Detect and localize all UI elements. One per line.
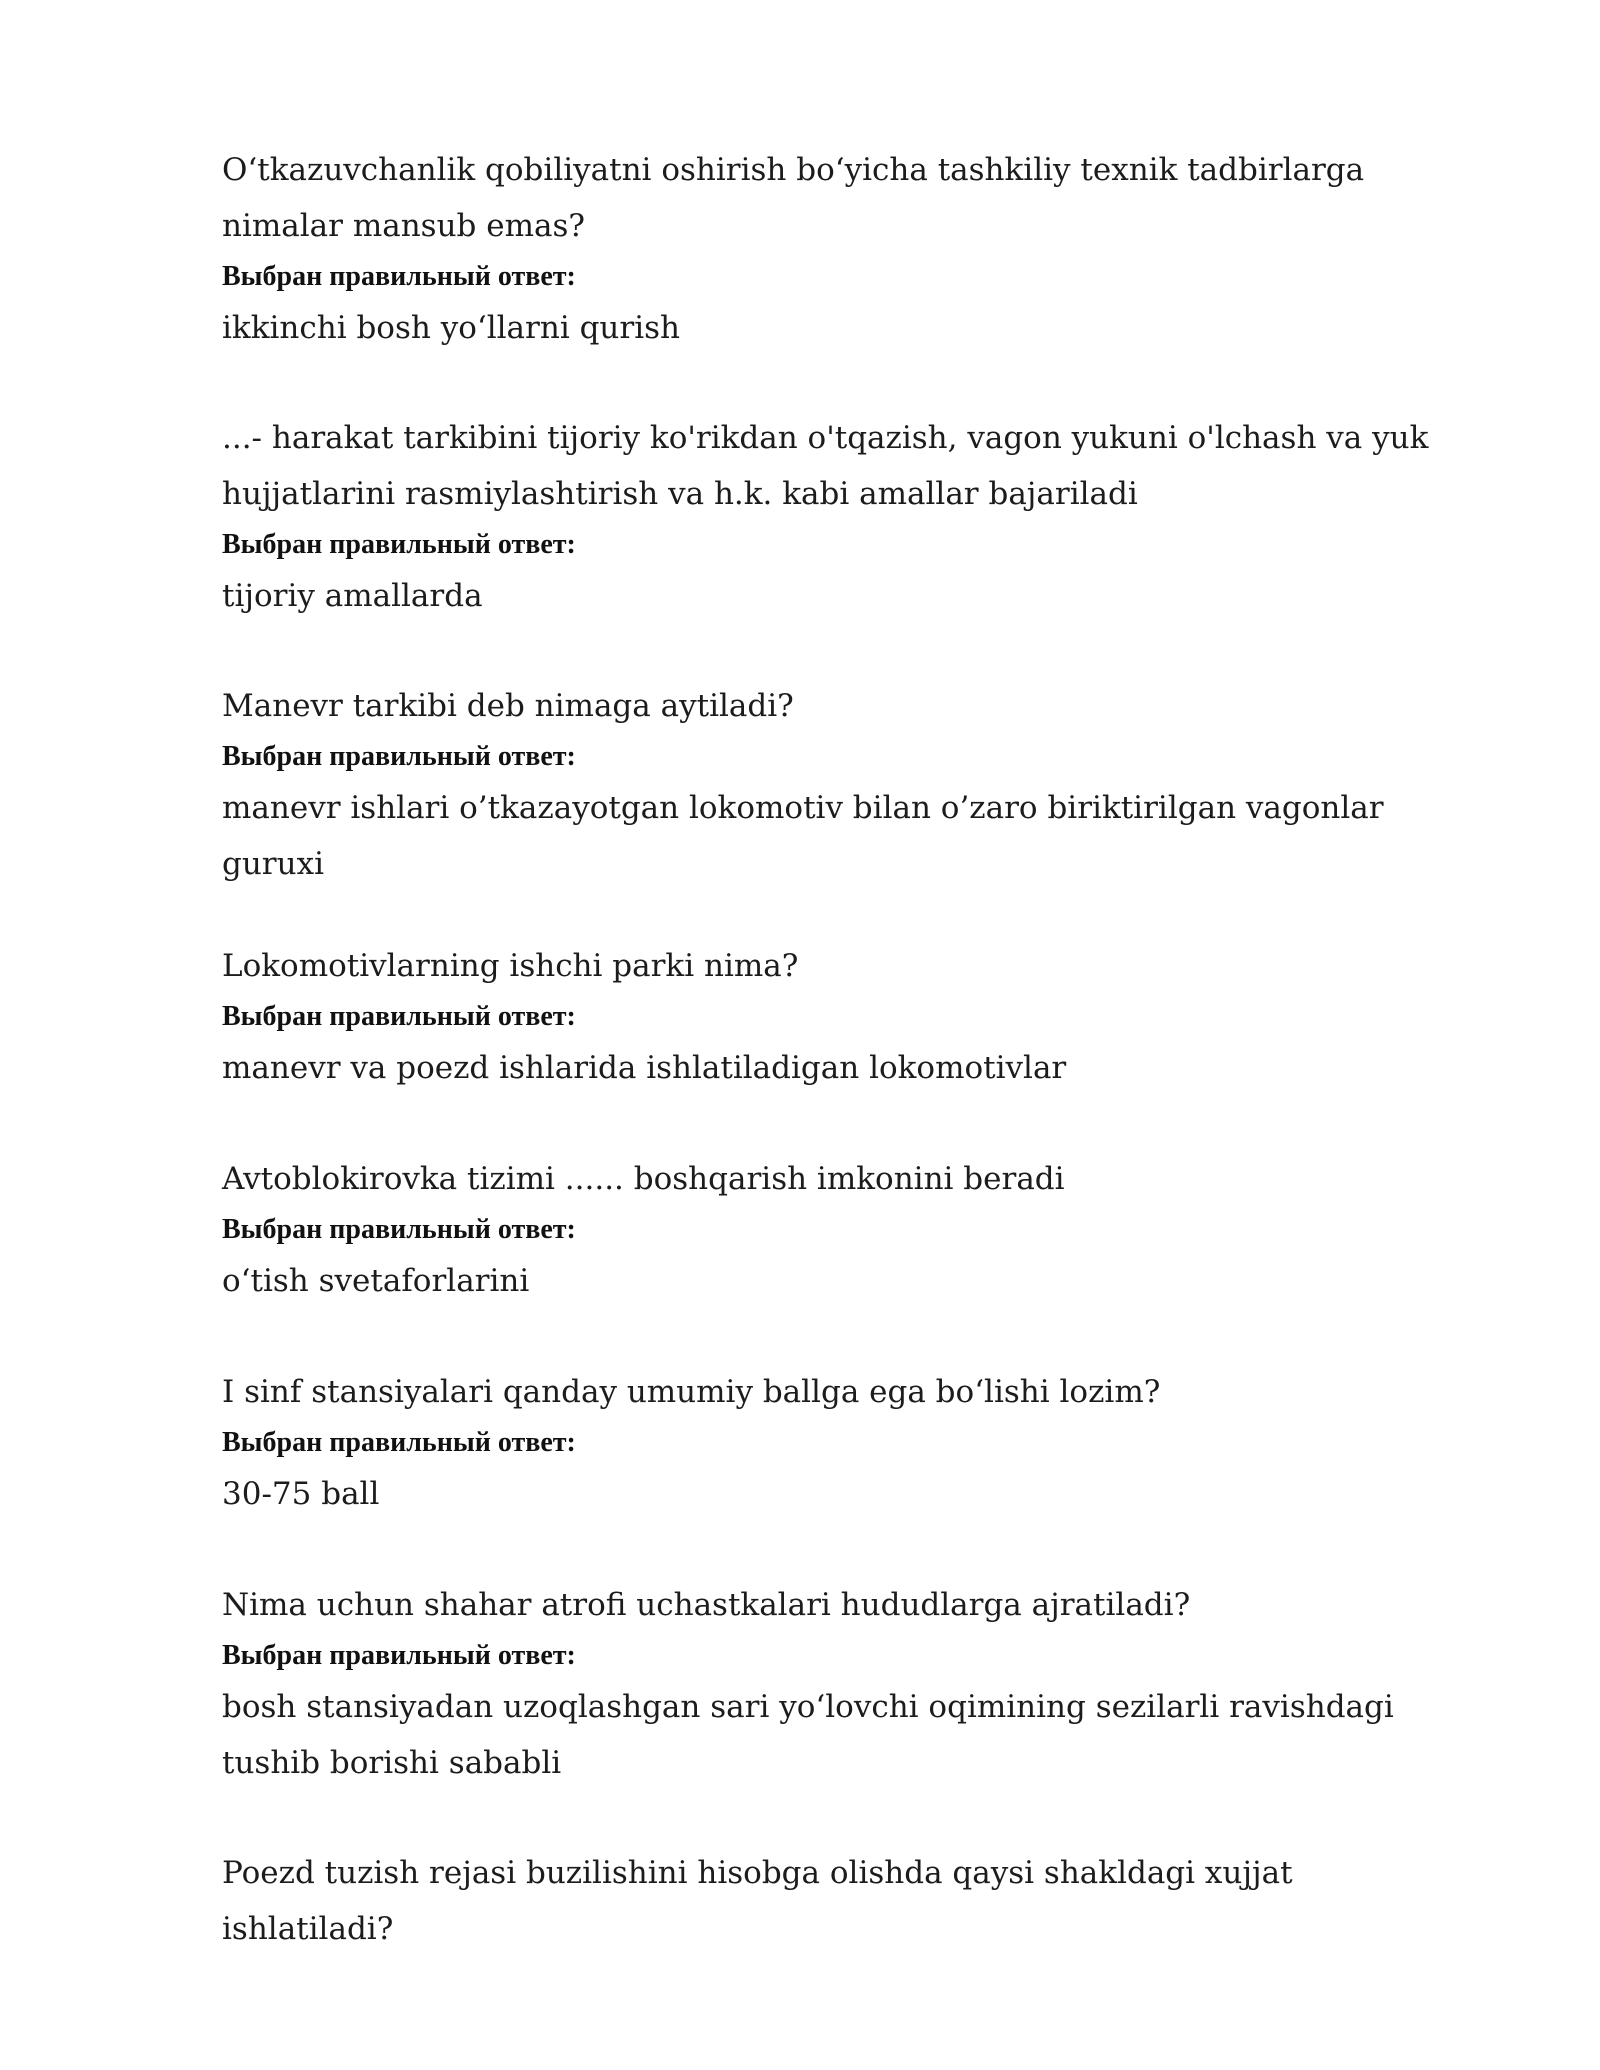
correct-answer-label: Выбран правильный ответ: xyxy=(222,261,576,292)
answer-text: ikkinchi bosh yo‘llarni qurish xyxy=(222,310,681,346)
correct-answer-label: Выбран правильный ответ: xyxy=(222,1001,576,1032)
answer-text: tijoriy amallarda xyxy=(222,578,483,614)
correct-answer-label: Выбран правильный ответ: xyxy=(222,529,576,560)
question-text: Manevr tarkibi deb nimaga aytiladi? xyxy=(222,688,794,724)
question-text: O‘tkazuvchanlik qobiliyatni oshirish bo‘yicha tashkiliy texnik tadbirlarga nimalar mansub emas? xyxy=(222,152,1365,244)
question-text: Avtoblokirovka tizimi ...... boshqarish imkonini beradi xyxy=(222,1161,1065,1197)
answer-text: o‘tish svetaforlarini xyxy=(222,1263,530,1299)
qa-item-2 xyxy=(222,410,1472,624)
question-text: Lokomotivlarning ishchi parki nima? xyxy=(222,948,799,984)
correct-answer-label: Выбран правильный ответ: xyxy=(222,741,576,772)
qa-item-4 xyxy=(222,938,1472,1096)
correct-answer-label: Выбран правильный ответ: xyxy=(222,1214,576,1245)
qa-item-1 xyxy=(222,142,1472,356)
answer-text: manevr ishlari o’tkazayotgan lokomotiv bilan o’zaro biriktirilgan vagonlar guruxi xyxy=(222,790,1384,882)
answer-text: 30-75 ball xyxy=(222,1476,380,1512)
question-text: Nima uchun shahar atrofi uchastkalari hududlarga ajratiladi? xyxy=(222,1587,1191,1623)
qa-item-7 xyxy=(222,1577,1472,1791)
correct-answer-label: Выбран правильный ответ: xyxy=(222,1427,576,1458)
qa-item-3 xyxy=(222,678,1472,892)
question-text: I sinf stansiyalari qanday umumiy ballga ega bo‘lishi lozim? xyxy=(222,1374,1161,1410)
question-text: Poezd tuzish rejasi buzilishini hisobga olishda qaysi shakldagi xujjat ishlatiladi? xyxy=(222,1855,1293,1947)
question-text: ...- harakat tarkibini tijoriy ko'rikdan o'tqazish, vagon yukuni o'lchash va yuk hujjatlarini rasmiylashtirish va h.k. kabi amallar bajariladi xyxy=(222,420,1429,512)
answer-text: bosh stansiyadan uzoqlashgan sari yo‘lovchi oqimining sezilarli ravishdagi tushib borishi sababli xyxy=(222,1689,1394,1781)
answer-text: manevr va poezd ishlarida ishlatiladigan lokomotivlar xyxy=(222,1050,1067,1086)
qa-item-6 xyxy=(222,1364,1472,1522)
qa-item-5 xyxy=(222,1151,1472,1309)
correct-answer-label: Выбран правильный ответ: xyxy=(222,1640,576,1671)
qa-item-8 xyxy=(222,1845,1472,1957)
